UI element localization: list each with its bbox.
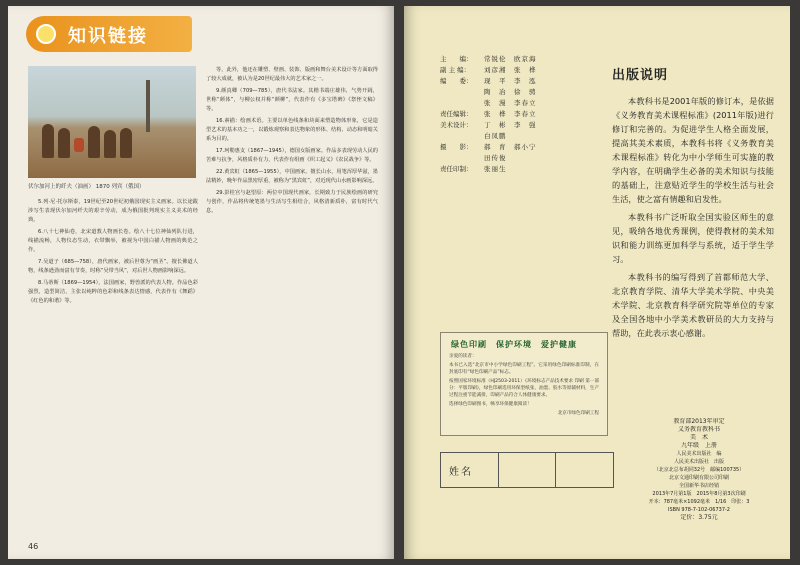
paragraph: 按照国家环境标准（HJ2503-2011）《环境标志产品技术要求 印刷 第一部分：平版印刷》，绿色印刷选用环保型纸张、油墨、胶水等原辅材料，生产过程注重节能减排，印刷产品符合人体健康要求。 [449, 379, 599, 398]
credit-role: 副 主 编： [440, 66, 471, 74]
credit-names: 郝 育 郝小宁 [484, 143, 537, 151]
paragraph: 选择绿色印刷图书，畅享环保健康阅读！ [449, 402, 532, 407]
imprint-line: 义务教育教科书 [677, 426, 720, 433]
credit-role [440, 131, 484, 142]
name-box [440, 452, 614, 488]
painting-caption: 伏尔加河上的纤夫（油画） 1870 列宾（俄国） [28, 184, 145, 190]
imprint-line: 北京文通印刷有限公司印刷 [668, 475, 729, 481]
painting-mast [146, 80, 150, 132]
banner-title: 知识链接 [68, 26, 148, 47]
right-column-text [206, 66, 378, 534]
imprint-line: 人民美术出版社 出版 [673, 459, 724, 465]
credit-names: 常锐伦 欧京海 [484, 55, 537, 63]
imprint-block [626, 418, 772, 522]
paragraph: 9.颜真卿（709—785），唐代书法家。其楷书端庄雄伟，气势开阔，世称“颜体”，与柳公权并称“颜柳”，代表作有《多宝塔碑》《祭侄文稿》等。 [206, 88, 378, 112]
painting-figure [88, 126, 100, 158]
editorial-credits [440, 54, 600, 175]
name-blank-cell [499, 453, 557, 487]
green-printing-title: 绿色印刷 保护环境 爱护健康 [451, 340, 577, 349]
credit-row [440, 142, 600, 153]
paragraph: 8.马蒂斯（1869—1954），法国画家，野兽派的代表人物。作品色彩强烈，造型简洁，主张以纯粹的色彩和线条表达情感，代表作有《舞蹈》《红色的和谐》等。 [28, 280, 198, 304]
credit-row [440, 120, 600, 131]
imprint-line: ISBN 978-7-102-06737-2 [668, 507, 730, 513]
paragraph: 6.八十七神仙卷，北宋道教人物画长卷。绘八十七位神仙列队行进，线描流畅，人物仪态生动，衣带飘举，被视为中国白描人物画的典范之作。 [28, 229, 198, 253]
credit-row [440, 109, 600, 120]
credit-names: 陶 冶 徐 骋 [484, 88, 537, 96]
credit-role: 摄 影： [440, 143, 473, 151]
paragraph: 22.黄宾虹（1865—1955），中国画家。擅长山水，用笔浑厚华滋，墨法精妙，晚年作品黑密厚重，被称为“黑宾虹”，对近现代山水画影响深远。 [206, 169, 378, 184]
paragraph: 北京市绿色印刷工程 [557, 411, 599, 416]
name-blank-cell [556, 453, 613, 487]
imprint-line: 九年级 上册 [680, 442, 717, 449]
imprint-line: 开本：787毫米×1092毫米 1/16 印张：3 [648, 499, 750, 505]
painting-figure [74, 138, 84, 152]
paragraph: 亲爱的读者： [449, 354, 477, 359]
credit-row [440, 164, 600, 175]
credit-names: 张 桦 李春立 [484, 110, 537, 118]
credit-role [440, 98, 484, 109]
imprint-line: 全国新华书店经销 [678, 483, 719, 489]
right-page [404, 6, 790, 559]
paragraph: 本书已入选“北京市中小学绿色印刷工程”。它采用绿色印刷标准印制，在封底印有“绿色印刷产品”标志。 [449, 363, 599, 375]
green-printing-notice [440, 332, 608, 436]
credit-role [440, 153, 484, 164]
credit-row [440, 54, 600, 65]
left-column-text [28, 198, 198, 536]
credit-row [440, 87, 600, 98]
volga-boatmen-painting [28, 66, 196, 178]
credit-role: 责任印制： [440, 165, 473, 173]
paragraph: 本教科书是2001年版的修订本，是依据《义务教育美术课程标准》(2011年版)进行修订和完善的。为促进学生人格全面发展，提高其美术素质，本教科书将《义务教育美术课程标准》转化为中小学师生可实施的教学内容，在明确学生必备的美术知识与技能的基础上，注意贴近学生的学校生活与社会生活，使之富有情趣和启发性。 [612, 96, 774, 204]
credit-names: 现 平 李 泓 [484, 77, 537, 85]
credit-role [440, 87, 484, 98]
credit-role: 责任编辑： [440, 110, 473, 118]
painting-figure [58, 128, 70, 158]
paragraph: 本教科书广泛听取全国实验区师生的意见，吸纳各地优秀课例，使得教材的美术知识和能力训练更加科学与系统，适于学生学习。 [612, 212, 774, 264]
paragraph: 等，此外，他还在雕塑、壁画、装饰、版画和舞台美术设计等方面取得了较大成就，被认为是20世纪最伟大的艺术家之一。 [206, 67, 378, 82]
paragraph: 7.吴道子（685—758），唐代画家，被后世尊为“画圣”。擅长佛道人物，线条遒劲而富有节奏，时称“吴带当风”，对后世人物画影响深远。 [28, 259, 198, 274]
imprint-line: （北京北总布胡同32号 邮编100735） [653, 467, 745, 473]
credit-names: 张 漫 李春立 [484, 99, 537, 107]
left-page [8, 6, 394, 559]
green-printing-body [449, 353, 599, 419]
credit-row [440, 98, 600, 109]
banner-dot-icon [36, 24, 56, 44]
imprint-line: 教育部2013年审定 [673, 418, 725, 425]
credit-role: 主 编： [440, 55, 473, 63]
credit-names: 丁 彬 李 强 [484, 121, 537, 129]
credit-names: 刘彦湘 张 桦 [484, 66, 537, 74]
paragraph: 29.彭桂宫与赵望原：两位中国现代画家，长期致力于民族绘画的研究与创作，作品将传统笔墨与生活写生相结合，风格清新质朴，富有时代气息。 [206, 190, 378, 214]
name-label: 姓名 [449, 467, 473, 478]
paragraph: 16.素描：绘画术语。主要以单色线条和块面来塑造物体形象，它是造型艺术的基本功之一，以锻炼观察和表达物象的形体、结构、动态和明暗关系为目的。 [206, 118, 378, 142]
credit-row [440, 76, 600, 87]
publication-notes-body [612, 94, 774, 344]
painting-figure [42, 124, 54, 158]
credit-row [440, 153, 600, 164]
painting-figure [104, 130, 116, 158]
paragraph: 5.列·尼·托尔斯泰，19世纪至20世纪初俄国现实主义画家。以长途跋涉写生表现伏尔加河纤夫的艰辛劳动，成为俄国批判现实主义美术的经典。 [28, 199, 198, 223]
credit-names: 田传俊 [484, 154, 507, 162]
credit-row [440, 131, 600, 142]
credit-names: 白凤鹏 [484, 132, 507, 140]
name-label-cell [441, 453, 499, 487]
imprint-line: 定价：3.75元 [680, 514, 718, 521]
credit-role: 编 委： [440, 77, 473, 85]
knowledge-link-banner [26, 16, 192, 52]
credit-names: 张丽生 [484, 165, 507, 173]
imprint-line: 人民美术出版社 编 [676, 451, 722, 457]
paragraph: 本教科书的编写得到了首都师范大学、北京教育学院、清华大学美术学院、中央美术学院、北京教育科学研究院等单位的专家及全国各地中小学美术教研员的大力支持与帮助，在此表示衷心感谢。 [612, 272, 774, 338]
imprint-line: 2013年7月第1版 2015年8月第3次印刷 [652, 491, 746, 497]
paragraph: 17.珂勒惠支（1867—1945），德国女版画家。作品多表现劳动人民的苦难与抗争，风格质朴有力，代表作有组画《织工起义》《农民战争》等。 [206, 148, 378, 163]
publication-notes-title: 出版说明 [612, 68, 669, 83]
credit-row [440, 65, 600, 76]
page-number: 46 [28, 542, 39, 551]
painting-figure [120, 128, 132, 158]
credit-role: 美术设计： [440, 121, 473, 129]
imprint-line: 美 术 [689, 434, 708, 441]
